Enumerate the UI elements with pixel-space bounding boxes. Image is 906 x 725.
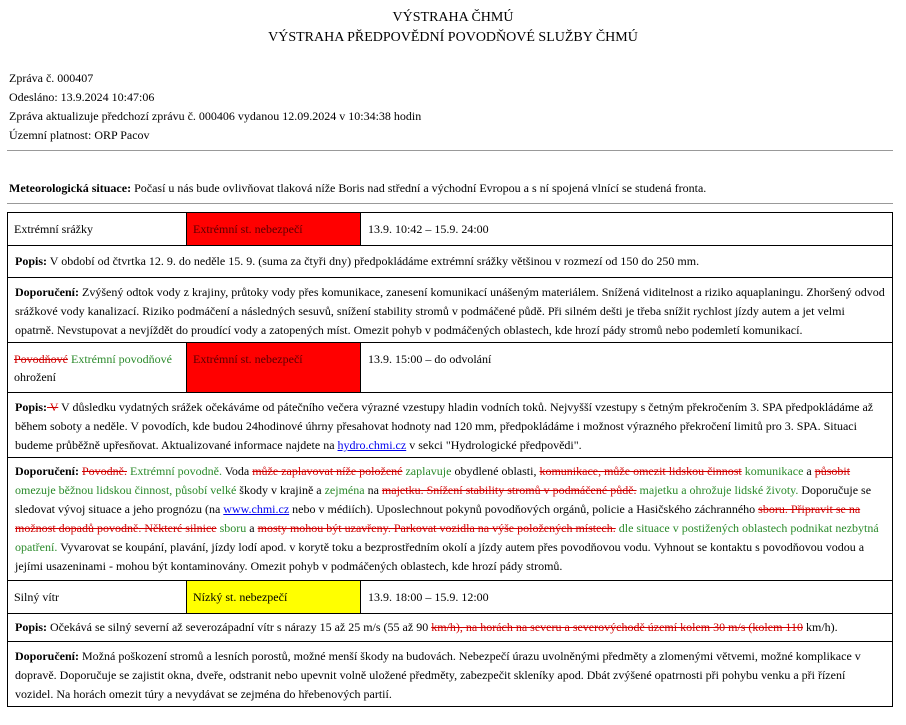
- recommendation-label: Doporučení:: [15, 285, 79, 299]
- deleted-text: majetku. Snížení stability stromů v podmáčené půdě.: [381, 483, 637, 497]
- inserted-text: Extrémní povodně.: [127, 464, 222, 478]
- meteo-situation: [9, 180, 706, 196]
- territory: Územní platnost: ORP Pacov: [9, 128, 150, 142]
- recommendation-text: Možná poškození stromů a lesních porostů, možné menší škody na budovách. Nebezpečí úrazu uvolněnými předměty a zlomenými větvemi, možné komplikace v dopravě. Doporučuje se zajistit okna, dveře, odstranit nebo upevnit volně uložené předměty, zabezpečit skleníky apod. Dbát zvýšené opatrnosti při pohybu venku a při řízení vozidel. Na horách omezit túry a nevydávat se zejména do hřebenových partií.: [15, 649, 861, 701]
- validity-time: 13.9. 10:42 – 15.9. 24:00: [368, 222, 489, 236]
- phenomenon: Extrémní srážky: [8, 213, 187, 245]
- hydro-link[interactable]: hydro.chmi.cz: [337, 438, 407, 452]
- danger-level: Nízký st. nebezpečí: [187, 581, 361, 613]
- description: [8, 246, 892, 278]
- warning-row: [8, 343, 892, 393]
- phenomenon: Silný vítr: [8, 581, 187, 613]
- recommendation: [8, 458, 892, 581]
- description: [8, 393, 892, 458]
- deleted-text: sboru. Připravit se na možnost dopadů povodně. Některé silnice: [15, 502, 861, 535]
- deleted-text: působit: [814, 464, 851, 478]
- text-segment: na: [364, 483, 382, 497]
- description-text: V důsledku vydatných srážek očekáváme od pátečního večera výrazné vzestupy hladin vodních toků. Nejvyšší vzestupy s četným překročením 3. SPA předpokládáme až během soboty a neděle. V povodích, kde budou 24hodinové úhrny přesahovat hodnoty nad 120 mm, předpokládáme i možnost výrazného překročení limitů pro 3. SPA. Situaci budeme průběžně upřesňovat. Aktualizované informace najdete na: [15, 400, 874, 452]
- inserted-text: komunikace: [741, 464, 804, 478]
- inserted-text: dle situace v postižených oblastech podnikat nezbytná opatření.: [15, 521, 879, 554]
- description-text: V období od čtvrtka 12. 9. do neděle 15. 9. (suma za čtyři dny) předpokládáme extrémní srážky většinou v rozmezí od 150 do 250 mm.: [47, 254, 700, 268]
- recommendation-label: Doporučení:: [15, 464, 79, 478]
- description-label: Popis:: [15, 620, 48, 634]
- chmi-link[interactable]: www.chmi.cz: [223, 502, 290, 516]
- text-segment: Doporučuje se sledovat vývoj situace a jeho prognózu (na: [15, 483, 872, 516]
- page-subtitle: VÝSTRAHA PŘEDPOVĚDNÍ POVODŇOVÉ SLUŽBY ČHMÚ: [268, 30, 638, 45]
- inserted-text: zaplavuje: [402, 464, 452, 478]
- inserted-text: omezuje běžnou lidskou činnost, působí velké: [15, 483, 237, 497]
- text-segment: nebo v médiích). Uposlechnout pokynů povodňových orgánů, policie a Hasičského záchranného: [289, 502, 759, 516]
- deleted-text: mosty mohou být uzavřeny. Parkovat vozidla na výše položených místech.: [257, 521, 616, 535]
- text-segment: škody v krajině a: [236, 483, 325, 497]
- description-text-end: v sekci "Hydrologické předpovědi".: [406, 438, 582, 452]
- description: [8, 614, 892, 642]
- phenomenon: [8, 343, 187, 392]
- validity-time: 13.9. 18:00 – 15.9. 12:00: [368, 590, 489, 604]
- inserted-text: sboru: [216, 521, 247, 535]
- phenomenon-inserted: Extrémní povodňové: [68, 352, 172, 366]
- divider: [7, 150, 893, 151]
- recommendation-text: Zvýšený odtok vody z krajiny, průtoky vody přes komunikace, zanesení komunikací unášeným materiálem. Snížená viditelnost a riziko aquaplaningu. Zhoršený odvod srážkové vody kanalizací. Riziko podmáčení a následných sesuvů, snížení stability stromů v podmáčené půdě. Při silném dešti je třeba snížit rychlost jízdy autem a jet velmi opatrně. Nevstupovat a nevjíždět do proudící vody a zatopených míst. Omezit pohyb v podmáčených oblastech, kde hrozí pády stromů nebo podemletí komunikací.: [15, 285, 885, 337]
- text-segment: a: [803, 464, 815, 478]
- description-text-end: km/h).: [802, 620, 838, 634]
- divider: [7, 203, 893, 204]
- report-number: Zpráva č. 000407: [9, 71, 94, 85]
- validity-time: 13.9. 15:00 – do odvolání: [368, 352, 492, 366]
- danger-level: Extrémní st. nebezpečí: [187, 213, 361, 245]
- recommendation-label: Doporučení:: [15, 649, 79, 663]
- deleted-text: může zaplavovat níže položené: [252, 464, 403, 478]
- recommendation: [8, 642, 892, 706]
- report-meta: [9, 69, 421, 145]
- description-label: Popis:: [15, 400, 48, 414]
- updates-info: Zpráva aktualizuje předchozí zprávu č. 000406 vydanou 12.09.2024 v 10:34:38 hodin: [9, 109, 422, 123]
- meteo-label: Meteorologická situace:: [9, 181, 132, 195]
- text-segment: Vyvarovat se koupání, plavání, jízdy lodí apod. v korytě toku a bezprostředním okolí a jízdy autem přes povodňovou vodu. Vyhnout se kontaktu s povodňovou vodou a jejími usazeninami - mohou být kontaminovány. Omezit pohyb v podmáčených oblastech, kde hrozí pády stromů.: [15, 540, 865, 573]
- inserted-text: majetku a ohrožuje lidské životy.: [636, 483, 799, 497]
- deleted-text: Povodně.: [82, 464, 127, 478]
- page-title: VÝSTRAHA ČHMÚ: [392, 10, 514, 25]
- warning-row: [8, 213, 892, 246]
- warnings-table: [7, 212, 893, 707]
- inserted-text: zejména: [324, 483, 365, 497]
- phenomenon-deleted: Povodňové: [14, 352, 68, 366]
- danger-level: Extrémní st. nebezpečí: [187, 343, 361, 392]
- deleted-text: komunikace, může omezit lidskou činnost: [539, 464, 742, 478]
- text-segment: obydlené oblasti,: [451, 464, 540, 478]
- description-label: Popis:: [15, 254, 48, 268]
- text-segment: Voda: [221, 464, 253, 478]
- text-segment: a: [246, 521, 258, 535]
- description-deleted: km/h), na horách na severu a severovýchodě území kolem 30 m/s (kolem 110: [431, 620, 803, 634]
- description-text: Očekává se silný severní až severozápadní vítr s nárazy 15 až 25 m/s (55 až 90: [47, 620, 432, 634]
- description-deleted: V: [47, 400, 59, 414]
- meteo-text: Počasí u nás bude ovlivňovat tlaková níže Boris nad střední a východní Evropou a s ní spojená vlnící se studená fronta.: [131, 181, 707, 195]
- recommendation-text: [15, 464, 879, 573]
- recommendation: [8, 278, 892, 343]
- warning-row: [8, 581, 892, 614]
- phenomenon-rest: ohrožení: [14, 370, 56, 384]
- sent-time: Odesláno: 13.9.2024 10:47:06: [9, 90, 155, 104]
